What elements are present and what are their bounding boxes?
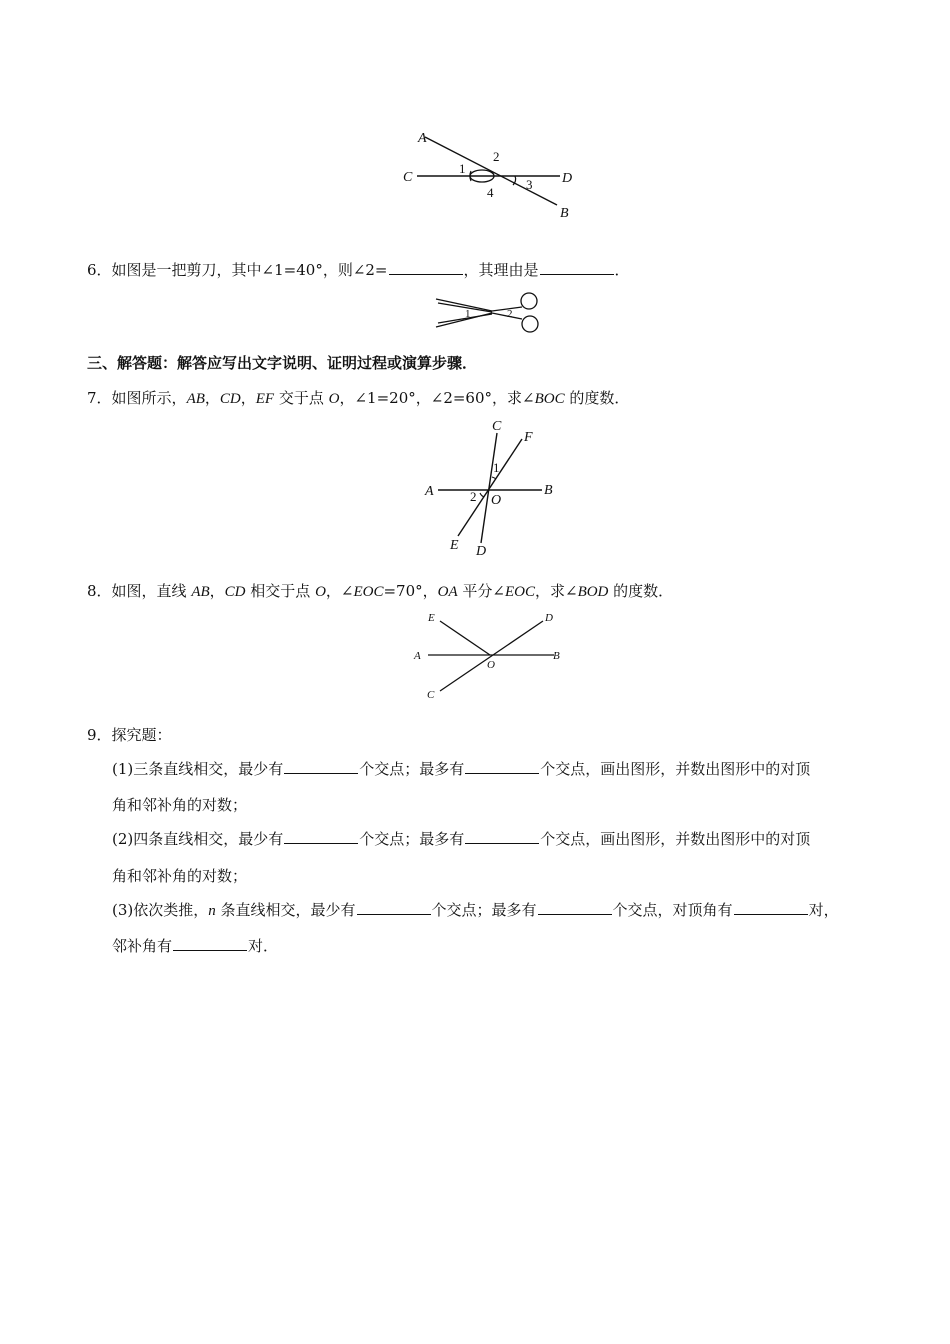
- figure-intersecting-lines-ab-cd: [395, 125, 595, 225]
- label-a: A: [418, 131, 427, 146]
- q7-text: 的度数．: [564, 389, 630, 407]
- angle-4: 4: [487, 185, 494, 200]
- q7-text: 如图所示，: [111, 389, 187, 407]
- q9-text: 对，: [808, 901, 839, 919]
- q7-ef: EF: [255, 391, 275, 407]
- label-b: B: [560, 206, 569, 221]
- label-b: B: [553, 650, 560, 662]
- label-c: C: [492, 419, 502, 434]
- q7-sep: ，: [240, 389, 256, 407]
- q9-text: 个交点，对顶角有: [612, 901, 733, 919]
- q8-text: ，∠: [325, 582, 354, 600]
- label-a: A: [425, 484, 434, 499]
- q8-ab: AB: [191, 584, 210, 600]
- q9-part3-line2: [112, 936, 278, 956]
- q6-text-c: ．: [614, 261, 630, 279]
- q8-number: 8．: [87, 582, 112, 600]
- q7-text: 交于点: [274, 389, 329, 407]
- label-c: C: [427, 689, 435, 701]
- q7-text: ，∠1=20°，∠2=60°，求∠: [339, 389, 535, 407]
- q9-text: 个交点，画出图形，并数出图形中的对顶: [540, 760, 811, 778]
- figure-three-lines-ab-cd-ef: [420, 415, 570, 560]
- q9-part1-line1: [112, 759, 810, 779]
- q9-part1-line2: 角和邻补角的对数；: [112, 796, 248, 814]
- q8-text: =70°，: [383, 582, 438, 600]
- q9-3-blank-max[interactable]: [538, 900, 612, 915]
- q8-text: 平分∠: [457, 582, 505, 600]
- q7-boc: BOC: [534, 391, 565, 407]
- angle-2: 2: [493, 149, 500, 164]
- q9-text: 邻补角有: [112, 937, 173, 955]
- label-o: O: [491, 493, 502, 508]
- q9-text: 个交点，画出图形，并数出图形中的对顶: [540, 830, 811, 848]
- q7-number: 7．: [87, 389, 112, 407]
- label-d: D: [476, 544, 487, 559]
- q8-o: O: [315, 584, 326, 600]
- q9-text: 条直线相交，最少有: [215, 901, 356, 919]
- angle-2: 2: [470, 489, 477, 504]
- label-f: F: [524, 430, 533, 445]
- q7-ab: AB: [186, 391, 205, 407]
- figure-lines-ab-cd-oe: [410, 608, 580, 703]
- q9-title: 探究题：: [111, 726, 172, 744]
- q7-o: O: [328, 391, 340, 407]
- q9-text: 个交点；最多有: [431, 901, 537, 919]
- q6-blank-reason[interactable]: [540, 260, 614, 275]
- q8-text: 如图，直线: [111, 582, 192, 600]
- label-e: E: [428, 612, 435, 624]
- scissors-handle-bottom: [522, 316, 538, 332]
- figure-scissors: [432, 289, 552, 339]
- label-b: B: [544, 483, 553, 498]
- q9-text: (3)依次类推，: [112, 901, 209, 919]
- q9-3-blank-vertical[interactable]: [734, 900, 808, 915]
- line-ef: [458, 439, 522, 536]
- q9-number: 9．: [87, 726, 112, 744]
- q9-text: 对．: [248, 937, 279, 955]
- q9-3-blank-min[interactable]: [357, 900, 431, 915]
- label-d: D: [545, 612, 553, 624]
- q6-text-a: 如图是一把剪刀，其中∠1=40°，则∠2=: [111, 261, 388, 279]
- question-7: [87, 388, 629, 409]
- q9-1-blank-min[interactable]: [284, 759, 358, 774]
- q9-part2-line2: 角和邻补角的对数；: [112, 867, 248, 885]
- q9-text: 个交点；最多有: [359, 760, 465, 778]
- scissors-angle-1: 1: [465, 308, 471, 320]
- q8-text: ，求∠: [534, 582, 578, 600]
- q8-oa: OA: [437, 584, 458, 600]
- q9-text: (1)三条直线相交，最少有: [112, 760, 284, 778]
- label-c: C: [403, 170, 413, 185]
- q6-text-b: ，其理由是: [463, 261, 539, 279]
- q9-1-blank-max[interactable]: [465, 759, 539, 774]
- scissors-angle-2: 2: [507, 308, 513, 320]
- q7-sep: ，: [204, 389, 220, 407]
- q9-part2-line1: [112, 829, 810, 849]
- label-a: A: [414, 650, 421, 662]
- question-9: [87, 725, 172, 745]
- q8-text: 的度数．: [608, 582, 674, 600]
- q9-text: (2)四条直线相交，最少有: [112, 830, 284, 848]
- question-8: [87, 581, 673, 602]
- q9-2-blank-min[interactable]: [284, 829, 358, 844]
- scissors-handle-top: [521, 293, 537, 309]
- q8-bod: BOD: [577, 584, 609, 600]
- q9-part3-line1: [112, 900, 839, 921]
- question-6: [87, 260, 630, 280]
- q9-text: 个交点；最多有: [359, 830, 465, 848]
- ray-oe: [440, 621, 490, 655]
- angle-1: 1: [493, 460, 500, 475]
- label-d: D: [562, 171, 573, 186]
- q8-eoc: EOC: [504, 584, 535, 600]
- q6-number: 6．: [87, 261, 112, 279]
- label-o: O: [487, 659, 495, 671]
- q6-blank-angle2[interactable]: [389, 260, 463, 275]
- q8-sep: ，: [209, 582, 225, 600]
- q8-eoc: EOC: [353, 584, 384, 600]
- angle-1: 1: [459, 161, 466, 176]
- angle-3: 3: [526, 177, 533, 192]
- label-e: E: [450, 538, 459, 553]
- section-3-heading: 三、解答题：解答应写出文字说明、证明过程或演算步骤．: [87, 354, 478, 372]
- q8-cd: CD: [224, 584, 246, 600]
- q9-2-blank-max[interactable]: [465, 829, 539, 844]
- q7-cd: CD: [219, 391, 241, 407]
- q9-n: n: [208, 903, 216, 919]
- q8-text: 相交于点: [245, 582, 316, 600]
- q9-3-blank-adjacent[interactable]: [173, 936, 247, 951]
